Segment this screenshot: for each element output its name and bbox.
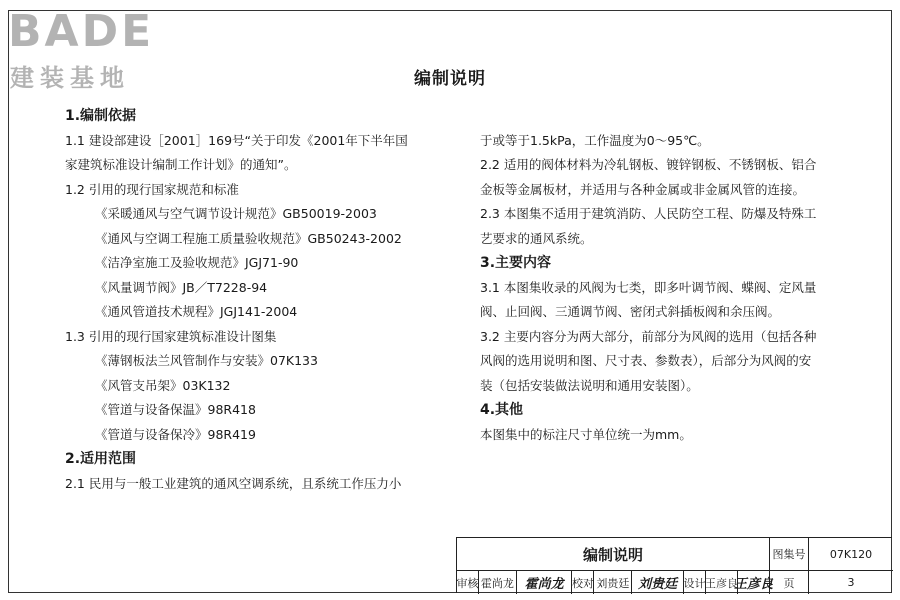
page-label: 页 <box>770 571 809 594</box>
reference-item: 《风量调节阀》JB／T7228-94 <box>95 279 268 295</box>
body-text-line: 风阀的选用说明和图、尺寸表、参数表），后部分为风阀的安 <box>480 353 812 368</box>
body-text-line: 于或等于1.5kPa，工作温度为0～95℃。 <box>480 132 710 148</box>
reference-item: 《通风与空调工程施工质量验收规范》GB50243-2002 <box>95 230 402 246</box>
reference-item: 《风管支吊架》03K132 <box>95 377 231 393</box>
reference-item: 《薄钢板法兰风管制作与安装》07K133 <box>95 353 318 368</box>
spacer <box>480 104 880 129</box>
reviewer-name: 霍尚龙 <box>479 571 517 594</box>
body-text-line: 3.1 本图集收录的风阀为七类，即多叶调节阀、蝶阀、定风量 <box>480 279 817 295</box>
section-heading: 1.编制依据 <box>65 108 137 124</box>
title-block-drawing-title: 编制说明 <box>457 538 770 571</box>
body-text-line: 装（包括安装做法说明和通用安装图）。 <box>480 377 699 393</box>
body-text-line: 本图集中的标注尺寸单位统一为mm。 <box>480 426 692 442</box>
design-label: 设计 <box>684 571 706 594</box>
body-text-line: 2.2 适用的阀体材料为冷轧钢板、镀锌钢板、不锈钢板、铝合 <box>480 157 817 172</box>
reference-item: 《通风管道技术规程》JGJ141-2004 <box>95 304 298 319</box>
signature-row <box>456 571 774 594</box>
section-heading: 2.适用范围 <box>65 451 137 467</box>
body-text-line: 家建筑标准设计编制工作计划》的通知”。 <box>65 157 297 172</box>
body-text-line: 阀、止回阀、三通调节阀、密闭式斜插板阀和余压阀。 <box>480 304 781 319</box>
watermark-brand: BADE <box>8 6 155 57</box>
left-column <box>65 104 465 496</box>
section-heading: 3.主要内容 <box>480 255 552 271</box>
review-label: 审核 <box>457 571 479 594</box>
body-text-line: 金板等金属板材，并适用与各种金属或非金属风管的连接。 <box>480 181 806 197</box>
body-text-line: 艺要求的通风系统。 <box>480 230 593 246</box>
designer-name: 王彦良 <box>706 571 738 594</box>
check-label: 校对 <box>572 571 594 594</box>
atlas-number-label: 图集号 <box>770 538 809 571</box>
reference-item: 《洁净室施工及验收规范》JGJ71-90 <box>95 255 299 270</box>
reviewer-signature: 霍尚龙 <box>517 571 573 594</box>
reference-item: 《管道与设备保冷》98R419 <box>95 426 256 442</box>
body-text-line: 1.1 建设部建设［2001］169号“关于印发《2001年下半年国 <box>65 132 408 148</box>
title-block <box>456 537 892 593</box>
watermark-subtitle: 建装基地 <box>10 64 130 92</box>
section-heading: 4.其他 <box>480 402 524 418</box>
reference-item: 《管道与设备保温》98R418 <box>95 402 256 417</box>
reference-item: 《采暖通风与空气调节设计规范》GB50019-2003 <box>95 206 377 221</box>
body-text-line: 3.2 主要内容分为两大部分，前部分为风阀的选用（包括各种 <box>480 328 817 344</box>
body-text-line: 1.3 引用的现行国家建筑标准设计图集 <box>65 328 277 344</box>
right-column <box>480 104 880 447</box>
body-text-line: 1.2 引用的现行国家规范和标准 <box>65 181 239 197</box>
checker-name: 刘贵廷 <box>594 571 632 594</box>
checker-signature: 刘贵廷 <box>632 571 684 594</box>
body-text-line: 2.3 本图集不适用于建筑消防、人民防空工程、防爆及特殊工 <box>480 206 817 221</box>
designer-signature: 王彦良 <box>734 577 774 592</box>
page-number: 3 <box>847 576 855 589</box>
atlas-number-value: 07K120 <box>809 538 893 571</box>
page-title: 编制说明 <box>414 69 486 89</box>
body-text-line: 2.1 民用与一般工业建筑的通风空调系统，且系统工作压力小 <box>65 475 402 491</box>
